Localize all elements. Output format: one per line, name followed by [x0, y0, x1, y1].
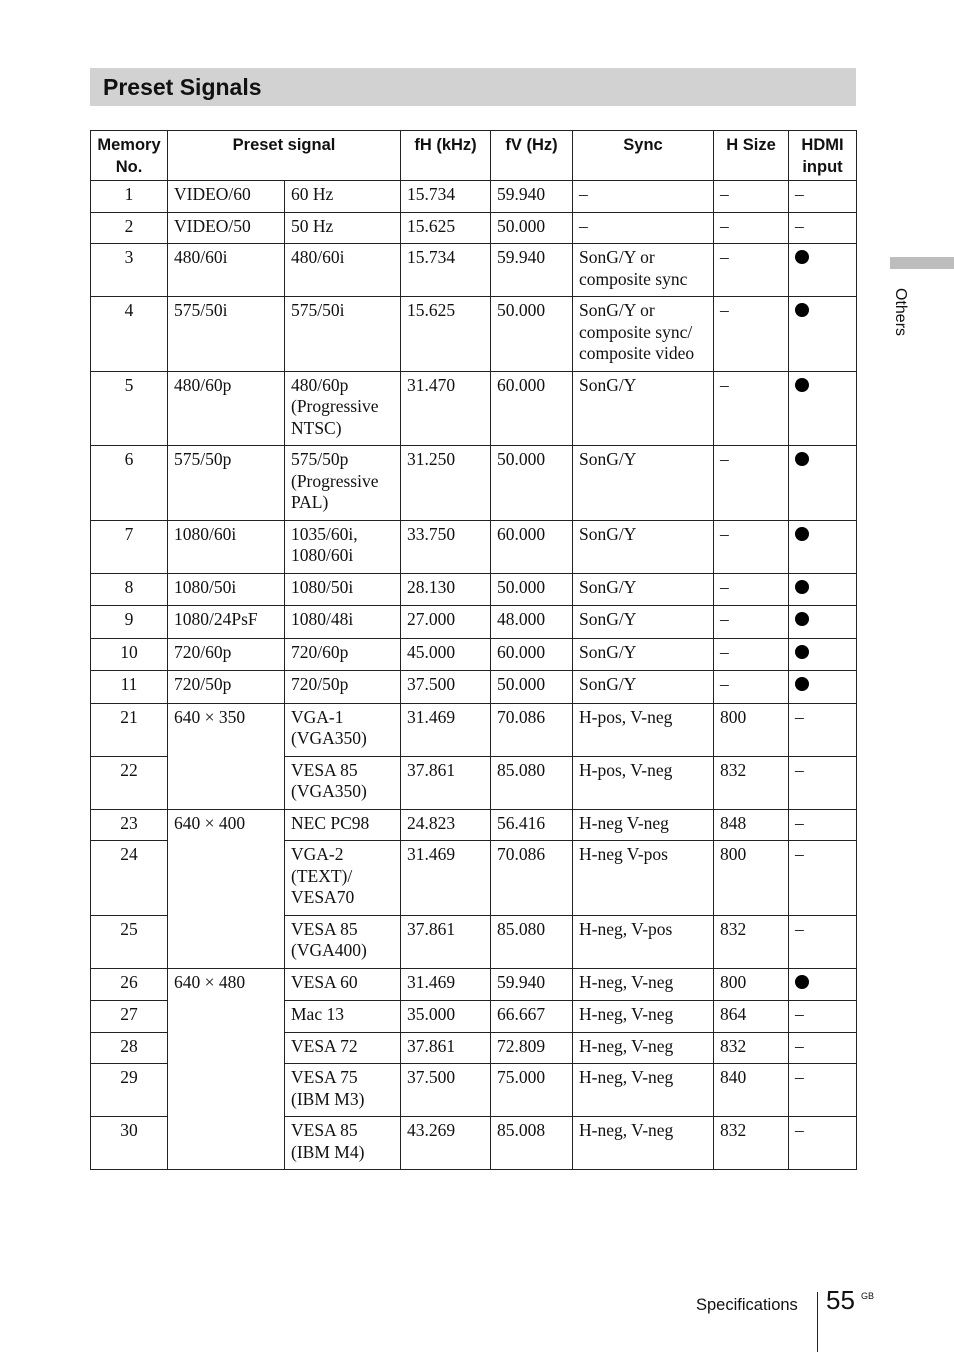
fv-cell: 85.008	[491, 1117, 573, 1170]
h-size-cell: 832	[714, 915, 789, 968]
fv-cell: 85.080	[491, 915, 573, 968]
fv-cell: 50.000	[491, 212, 573, 244]
memory-no-cell: 2	[91, 212, 168, 244]
sync-cell: H-neg V-neg	[573, 809, 714, 841]
header-fv: fV (Hz)	[491, 131, 573, 181]
preset-signal-cell: VESA 72	[285, 1032, 401, 1064]
table-row	[91, 181, 857, 213]
h-size-cell: 832	[714, 1117, 789, 1170]
h-size-cell: 840	[714, 1064, 789, 1117]
preset-signal-cell: 1080/48i	[285, 606, 401, 639]
preset-signal-cell: 1035/60i, 1080/60i	[285, 520, 401, 573]
preset-signal-cell: 720/60p	[285, 638, 401, 671]
memory-no-cell: 9	[91, 606, 168, 639]
memory-no-cell: 30	[91, 1117, 168, 1170]
fh-cell: 15.625	[401, 297, 491, 372]
hdmi-supported-icon	[795, 677, 809, 691]
page-region-code: GB	[861, 1291, 875, 1301]
h-size-cell: –	[714, 671, 789, 704]
fh-cell: 31.469	[401, 703, 491, 756]
table-row	[91, 244, 857, 297]
memory-no-cell: 3	[91, 244, 168, 297]
memory-no-cell: 8	[91, 573, 168, 606]
sync-cell: SonG/Y	[573, 573, 714, 606]
signal-group-cell: 480/60p	[168, 371, 285, 446]
fh-cell: 35.000	[401, 1001, 491, 1033]
memory-no-cell: 28	[91, 1032, 168, 1064]
header-h-size: H Size	[714, 131, 789, 181]
sync-cell: –	[573, 181, 714, 213]
signal-group-cell: 1080/50i	[168, 573, 285, 606]
footer-section-name: Specifications	[696, 1296, 798, 1314]
table-header-row	[91, 131, 857, 181]
preset-signal-cell: VGA-2 (TEXT)/ VESA70	[285, 841, 401, 916]
header-preset-signal: Preset signal	[168, 131, 401, 181]
hdmi-cell	[789, 446, 857, 521]
hdmi-cell: –	[789, 1064, 857, 1117]
fv-cell: 60.000	[491, 371, 573, 446]
fh-cell: 37.861	[401, 1032, 491, 1064]
table-row	[91, 606, 857, 639]
sync-cell: –	[573, 212, 714, 244]
fh-cell: 37.861	[401, 756, 491, 809]
memory-no-cell: 7	[91, 520, 168, 573]
preset-signal-cell: VESA 85 (VGA400)	[285, 915, 401, 968]
sync-cell: H-neg, V-neg	[573, 1117, 714, 1170]
fh-cell: 31.470	[401, 371, 491, 446]
h-size-cell: –	[714, 212, 789, 244]
fh-cell: 45.000	[401, 638, 491, 671]
h-size-cell: –	[714, 371, 789, 446]
hdmi-cell: –	[789, 756, 857, 809]
memory-no-cell: 25	[91, 915, 168, 968]
fh-cell: 28.130	[401, 573, 491, 606]
memory-no-cell: 27	[91, 1001, 168, 1033]
section-title: Preset Signals	[103, 74, 262, 100]
hdmi-supported-icon	[795, 378, 809, 392]
h-size-cell: –	[714, 446, 789, 521]
hdmi-cell: –	[789, 1001, 857, 1033]
table-row	[91, 968, 857, 1001]
memory-no-cell: 10	[91, 638, 168, 671]
signal-group-cell: 1080/24PsF	[168, 606, 285, 639]
fv-cell: 72.809	[491, 1032, 573, 1064]
h-size-cell: 800	[714, 703, 789, 756]
hdmi-cell	[789, 968, 857, 1001]
h-size-cell: –	[714, 573, 789, 606]
fv-cell: 56.416	[491, 809, 573, 841]
fv-cell: 66.667	[491, 1001, 573, 1033]
fv-cell: 50.000	[491, 573, 573, 606]
table-row	[91, 212, 857, 244]
signal-group-cell: 720/50p	[168, 671, 285, 704]
fv-cell: 50.000	[491, 671, 573, 704]
header-memory-no: Memory No.	[91, 131, 168, 181]
memory-no-cell: 22	[91, 756, 168, 809]
fv-cell: 59.940	[491, 181, 573, 213]
hdmi-cell: –	[789, 915, 857, 968]
signal-group-cell: 640 × 480	[168, 968, 285, 1170]
fh-cell: 37.500	[401, 671, 491, 704]
signal-group-cell: 640 × 400	[168, 809, 285, 968]
signal-group-cell: 575/50p	[168, 446, 285, 521]
preset-signal-cell: 480/60i	[285, 244, 401, 297]
h-size-cell: 800	[714, 968, 789, 1001]
fv-cell: 75.000	[491, 1064, 573, 1117]
sync-cell: SonG/Y	[573, 606, 714, 639]
fh-cell: 15.734	[401, 244, 491, 297]
preset-signal-cell: VESA 85 (VGA350)	[285, 756, 401, 809]
signal-group-cell: 1080/60i	[168, 520, 285, 573]
fh-cell: 33.750	[401, 520, 491, 573]
section-title-bar	[90, 68, 856, 106]
fh-cell: 24.823	[401, 809, 491, 841]
memory-no-cell: 5	[91, 371, 168, 446]
preset-signal-cell: NEC PC98	[285, 809, 401, 841]
h-size-cell: 864	[714, 1001, 789, 1033]
hdmi-cell	[789, 297, 857, 372]
preset-signal-cell: VESA 60	[285, 968, 401, 1001]
preset-signal-cell: 50 Hz	[285, 212, 401, 244]
memory-no-cell: 29	[91, 1064, 168, 1117]
page-number: 55	[826, 1285, 855, 1315]
hdmi-supported-icon	[795, 527, 809, 541]
fh-cell: 15.734	[401, 181, 491, 213]
memory-no-cell: 26	[91, 968, 168, 1001]
fh-cell: 37.861	[401, 915, 491, 968]
sync-cell: H-neg, V-neg	[573, 1001, 714, 1033]
sync-cell: H-neg, V-neg	[573, 1064, 714, 1117]
hdmi-supported-icon	[795, 452, 809, 466]
hdmi-cell: –	[789, 703, 857, 756]
h-size-cell: –	[714, 244, 789, 297]
table-row	[91, 671, 857, 704]
table-row	[91, 520, 857, 573]
memory-no-cell: 4	[91, 297, 168, 372]
hdmi-cell	[789, 244, 857, 297]
preset-signal-cell: VESA 75 (IBM M3)	[285, 1064, 401, 1117]
preset-signal-cell: Mac 13	[285, 1001, 401, 1033]
fv-cell: 50.000	[491, 297, 573, 372]
sync-cell: H-pos, V-neg	[573, 756, 714, 809]
h-size-cell: –	[714, 606, 789, 639]
signal-group-cell: VIDEO/50	[168, 212, 285, 244]
fv-cell: 60.000	[491, 638, 573, 671]
hdmi-supported-icon	[795, 250, 809, 264]
hdmi-cell: –	[789, 841, 857, 916]
signal-group-cell: VIDEO/60	[168, 181, 285, 213]
table-row	[91, 809, 857, 841]
sync-cell: H-neg, V-neg	[573, 968, 714, 1001]
table-row	[91, 573, 857, 606]
memory-no-cell: 21	[91, 703, 168, 756]
fv-cell: 50.000	[491, 446, 573, 521]
hdmi-cell	[789, 520, 857, 573]
signal-group-cell: 640 × 350	[168, 703, 285, 809]
hdmi-cell: –	[789, 1117, 857, 1170]
h-size-cell: 800	[714, 841, 789, 916]
memory-no-cell: 1	[91, 181, 168, 213]
h-size-cell: 848	[714, 809, 789, 841]
header-hdmi-input: HDMI input	[789, 131, 857, 181]
signal-group-cell: 480/60i	[168, 244, 285, 297]
h-size-cell: –	[714, 638, 789, 671]
hdmi-cell	[789, 573, 857, 606]
table-row	[91, 638, 857, 671]
header-fh: fH (kHz)	[401, 131, 491, 181]
fh-cell: 37.500	[401, 1064, 491, 1117]
h-size-cell: –	[714, 297, 789, 372]
table-row	[91, 446, 857, 521]
h-size-cell: –	[714, 181, 789, 213]
hdmi-supported-icon	[795, 303, 809, 317]
preset-signal-cell: 1080/50i	[285, 573, 401, 606]
fv-cell: 59.940	[491, 968, 573, 1001]
hdmi-cell: –	[789, 809, 857, 841]
preset-signal-cell: VESA 85 (IBM M4)	[285, 1117, 401, 1170]
side-tab-label: Others	[892, 288, 909, 337]
hdmi-cell: –	[789, 181, 857, 213]
hdmi-cell: –	[789, 1032, 857, 1064]
h-size-cell: 832	[714, 756, 789, 809]
fh-cell: 27.000	[401, 606, 491, 639]
preset-signal-cell: 720/50p	[285, 671, 401, 704]
sync-cell: H-neg V-pos	[573, 841, 714, 916]
fh-cell: 31.250	[401, 446, 491, 521]
hdmi-supported-icon	[795, 612, 809, 626]
fh-cell: 15.625	[401, 212, 491, 244]
table-row	[91, 703, 857, 756]
hdmi-cell	[789, 606, 857, 639]
sync-cell: SonG/Y	[573, 638, 714, 671]
fh-cell: 43.269	[401, 1117, 491, 1170]
preset-signal-cell: VGA-1 (VGA350)	[285, 703, 401, 756]
hdmi-supported-icon	[795, 975, 809, 989]
preset-signals-table	[90, 130, 857, 1170]
hdmi-cell	[789, 671, 857, 704]
signal-group-cell: 720/60p	[168, 638, 285, 671]
signal-group-cell: 575/50i	[168, 297, 285, 372]
preset-signal-cell: 575/50p (Progressive PAL)	[285, 446, 401, 521]
hdmi-supported-icon	[795, 645, 809, 659]
fv-cell: 48.000	[491, 606, 573, 639]
sync-cell: SonG/Y	[573, 446, 714, 521]
preset-signal-cell: 480/60p (Progressive NTSC)	[285, 371, 401, 446]
fv-cell: 85.080	[491, 756, 573, 809]
preset-signal-cell: 575/50i	[285, 297, 401, 372]
sync-cell: SonG/Y	[573, 520, 714, 573]
fh-cell: 31.469	[401, 841, 491, 916]
h-size-cell: 832	[714, 1032, 789, 1064]
fv-cell: 70.086	[491, 703, 573, 756]
memory-no-cell: 11	[91, 671, 168, 704]
fv-cell: 60.000	[491, 520, 573, 573]
side-tab-marker	[890, 257, 954, 269]
header-sync: Sync	[573, 131, 714, 181]
sync-cell: SonG/Y	[573, 371, 714, 446]
sync-cell: SonG/Y	[573, 671, 714, 704]
table-row	[91, 371, 857, 446]
sync-cell: SonG/Y or composite sync/ composite video	[573, 297, 714, 372]
sync-cell: SonG/Y or composite sync	[573, 244, 714, 297]
sync-cell: H-neg, V-neg	[573, 1032, 714, 1064]
sync-cell: H-neg, V-pos	[573, 915, 714, 968]
hdmi-supported-icon	[795, 580, 809, 594]
h-size-cell: –	[714, 520, 789, 573]
hdmi-cell	[789, 638, 857, 671]
sync-cell: H-pos, V-neg	[573, 703, 714, 756]
fv-cell: 70.086	[491, 841, 573, 916]
hdmi-cell: –	[789, 212, 857, 244]
hdmi-cell	[789, 371, 857, 446]
fh-cell: 31.469	[401, 968, 491, 1001]
table-row	[91, 297, 857, 372]
fv-cell: 59.940	[491, 244, 573, 297]
memory-no-cell: 24	[91, 841, 168, 916]
footer-divider	[817, 1292, 818, 1352]
preset-signal-cell: 60 Hz	[285, 181, 401, 213]
memory-no-cell: 23	[91, 809, 168, 841]
memory-no-cell: 6	[91, 446, 168, 521]
